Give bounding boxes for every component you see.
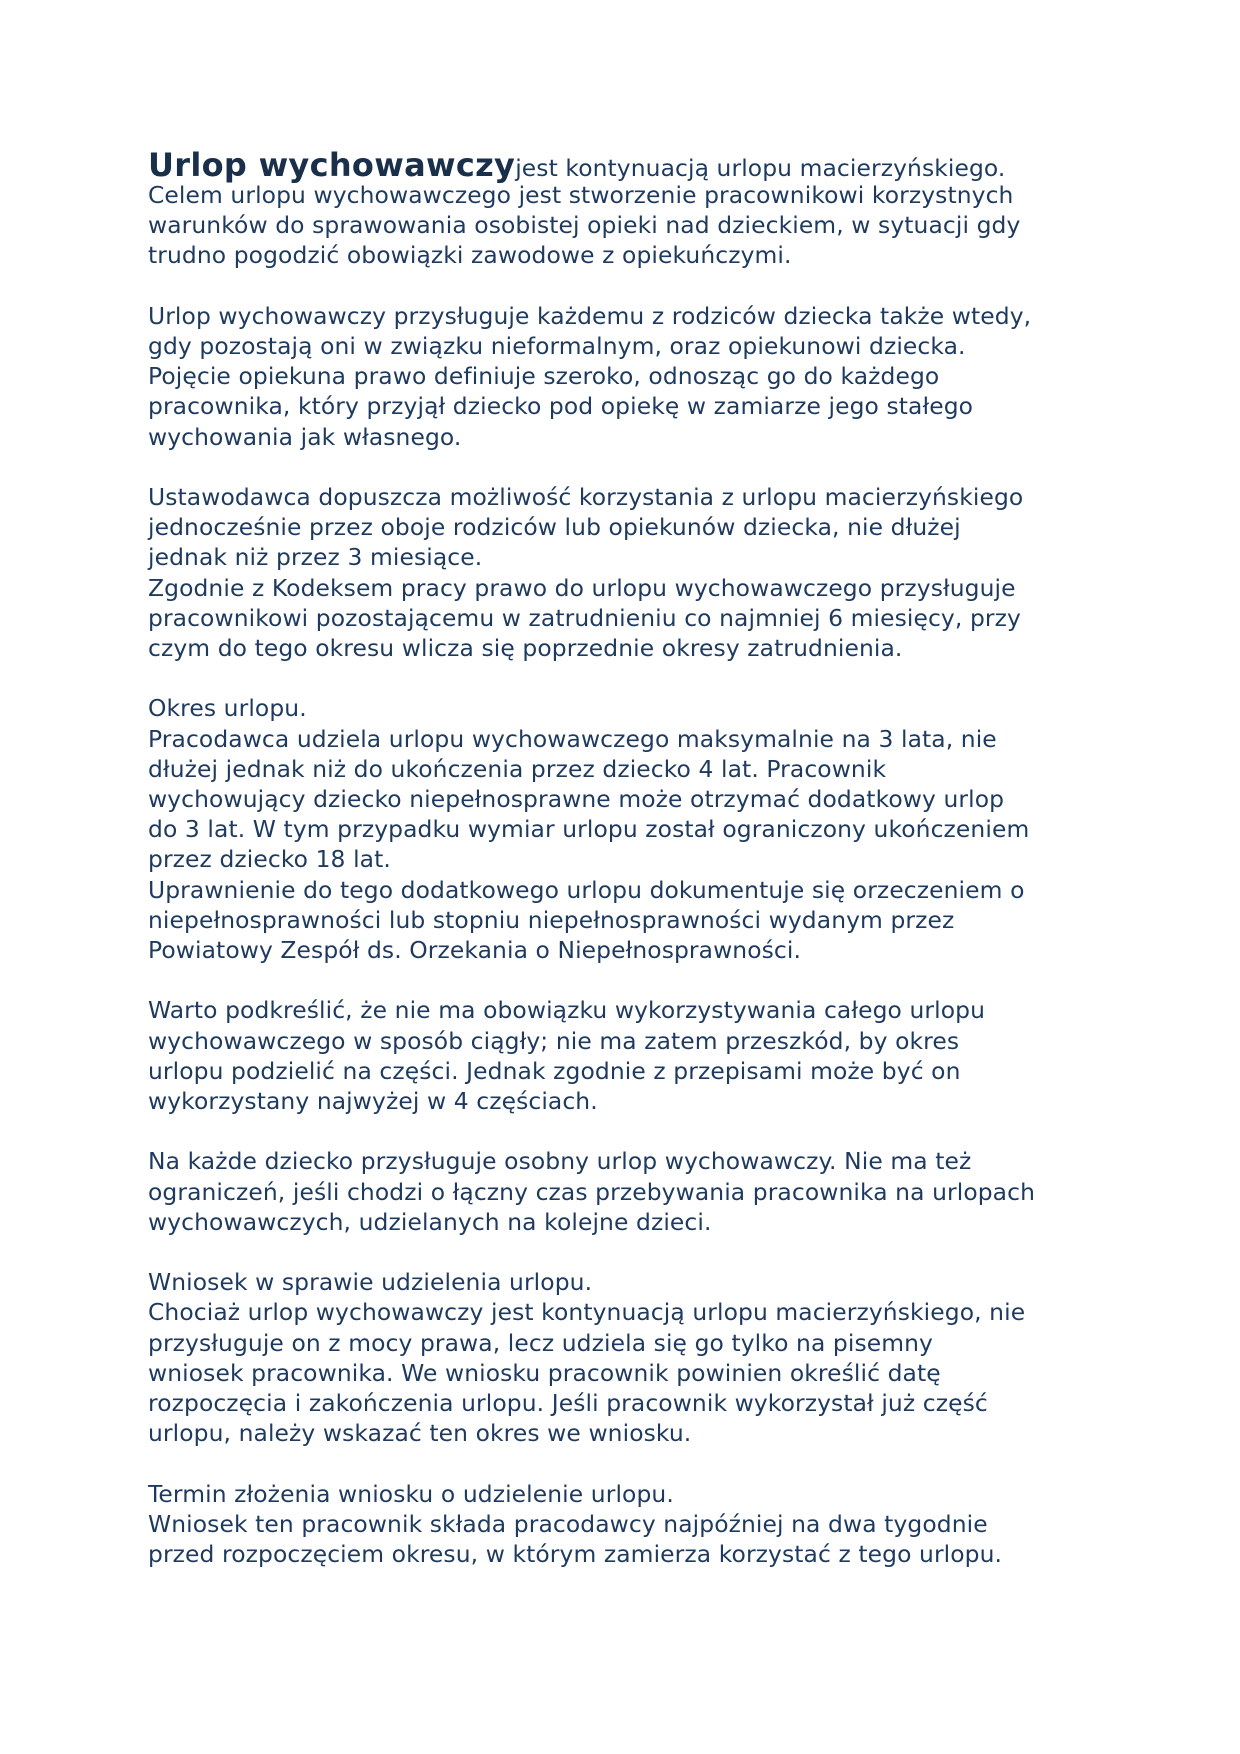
paragraph-4	[148, 693, 1098, 965]
text-line: Zgodnie z Kodeksem pracy prawo do urlopu wychowawczego przysługuje	[148, 573, 1016, 602]
text-line: wychowania jak własnego.	[148, 422, 462, 451]
text-line: trudno pogodzić obowiązki zawodowe z opiekuńczymi.	[148, 241, 792, 270]
title-continuation: jest kontynuacją urlopu macierzyńskiego.	[515, 154, 1006, 182]
paragraph-gap	[148, 1116, 1098, 1146]
paragraph-2	[148, 301, 1098, 452]
text-line: jednak niż przez 3 miesiące.	[148, 543, 483, 572]
paragraph-7	[148, 1267, 1098, 1448]
text-line: pracownika, który przyjął dziecko pod opiekę w zamiarze jego stałego	[148, 392, 974, 421]
paragraph-3	[148, 482, 1098, 663]
paragraph-1	[148, 180, 1098, 271]
text-line: Uprawnienie do tego dodatkowego urlopu dokumentuje się orzeczeniem o	[148, 875, 1025, 904]
text-line: Pojęcie opiekuna prawo definiuje szeroko, odnosząc go do każdego	[148, 362, 940, 391]
paragraph-gap	[148, 965, 1098, 995]
text-line: Ustawodawca dopuszcza możliwość korzystania z urlopu macierzyńskiego	[148, 483, 1024, 511]
section-heading: Wniosek w sprawie udzielenia urlopu.	[148, 1268, 593, 1297]
text-line: wychowujący dziecko niepełnosprawne może otrzymać dodatkowy urlop	[148, 785, 1005, 814]
paragraph-5	[148, 995, 1098, 1116]
text-line: Celem urlopu wychowawczego jest stworzenie pracownikowi korzystnych	[148, 181, 1014, 209]
document-page	[148, 146, 1098, 1569]
text-line: przysługuje on z mocy prawa, lecz udziela się go tylko na pisemny	[148, 1328, 934, 1357]
document-title: Urlop wychowawczy	[148, 146, 516, 184]
text-line: przed rozpoczęciem okresu, w którym zamierza korzystać z tego urlopu.	[148, 1540, 1003, 1569]
text-line: gdy pozostają oni w związku nieformalnym, oraz opiekunowi dziecka.	[148, 332, 966, 360]
text-line: do 3 lat. W tym przypadku wymiar urlopu został ograniczony ukończeniem	[148, 815, 1030, 844]
paragraph-6	[148, 1146, 1098, 1237]
section-heading: Termin złożenia wniosku o udzielenie urlopu.	[148, 1479, 674, 1508]
text-line: Pracodawca udziela urlopu wychowawczego maksymalnie na 3 lata, nie	[148, 724, 997, 753]
text-line: wykorzystany najwyżej w 4 częściach.	[148, 1087, 598, 1116]
text-line: rozpoczęcia i zakończenia urlopu. Jeśli pracownik wykorzystał już część	[148, 1389, 988, 1418]
paragraph-gap	[148, 452, 1098, 482]
text-line: niepełnosprawności lub stopniu niepełnosprawności wydanym przez	[148, 905, 955, 934]
text-line: jednocześnie przez oboje rodziców lub opiekunów dziecka, nie dłużej	[148, 513, 961, 542]
paragraph-gap	[148, 1448, 1098, 1478]
text-line: Urlop wychowawczy przysługuje każdemu z rodziców dziecka także wtedy,	[148, 301, 1032, 330]
paragraph-gap	[148, 1237, 1098, 1267]
text-line: dłużej jednak niż do ukończenia przez dziecko 4 lat. Pracownik	[148, 754, 887, 783]
title-line	[148, 146, 1098, 184]
section-heading: Okres urlopu.	[148, 694, 307, 723]
text-line: wychowawczego w sposób ciągły; nie ma zatem przeszkód, by okres	[148, 1026, 960, 1055]
text-line: wniosek pracownika. We wniosku pracownik powinien określić datę	[148, 1358, 941, 1387]
text-line: warunków do sprawowania osobistej opieki nad dzieckiem, w sytuacji gdy	[148, 211, 1021, 240]
text-line: ograniczeń, jeśli chodzi o łączny czas przebywania pracownika na urlopach	[148, 1177, 1035, 1206]
text-line: czym do tego okresu wlicza się poprzednie okresy zatrudnienia.	[148, 634, 903, 663]
text-line: Chociaż urlop wychowawczy jest kontynuacją urlopu macierzyńskiego, nie	[148, 1298, 1026, 1327]
text-line: urlopu, należy wskazać ten okres we wniosku.	[148, 1419, 692, 1448]
text-line: Powiatowy Zespół ds. Orzekania o Niepełnosprawności.	[148, 936, 802, 965]
text-line: urlopu podzielić na części. Jednak zgodnie z przepisami może być on	[148, 1056, 961, 1085]
text-line: Wniosek ten pracownik składa pracodawcy najpóźniej na dwa tygodnie	[148, 1509, 988, 1538]
text-line: pracownikowi pozostającemu w zatrudnieniu co najmniej 6 miesięcy, przy	[148, 603, 1021, 632]
text-line: Warto podkreślić, że nie ma obowiązku wykorzystywania całego urlopu	[148, 996, 985, 1025]
text-line: przez dziecko 18 lat.	[148, 845, 391, 874]
paragraph-8	[148, 1479, 1098, 1570]
paragraph-gap	[148, 271, 1098, 301]
text-line: Na każde dziecko przysługuje osobny urlop wychowawczy. Nie ma też	[148, 1147, 972, 1176]
paragraph-gap	[148, 663, 1098, 693]
text-line: wychowawczych, udzielanych na kolejne dzieci.	[148, 1207, 712, 1236]
